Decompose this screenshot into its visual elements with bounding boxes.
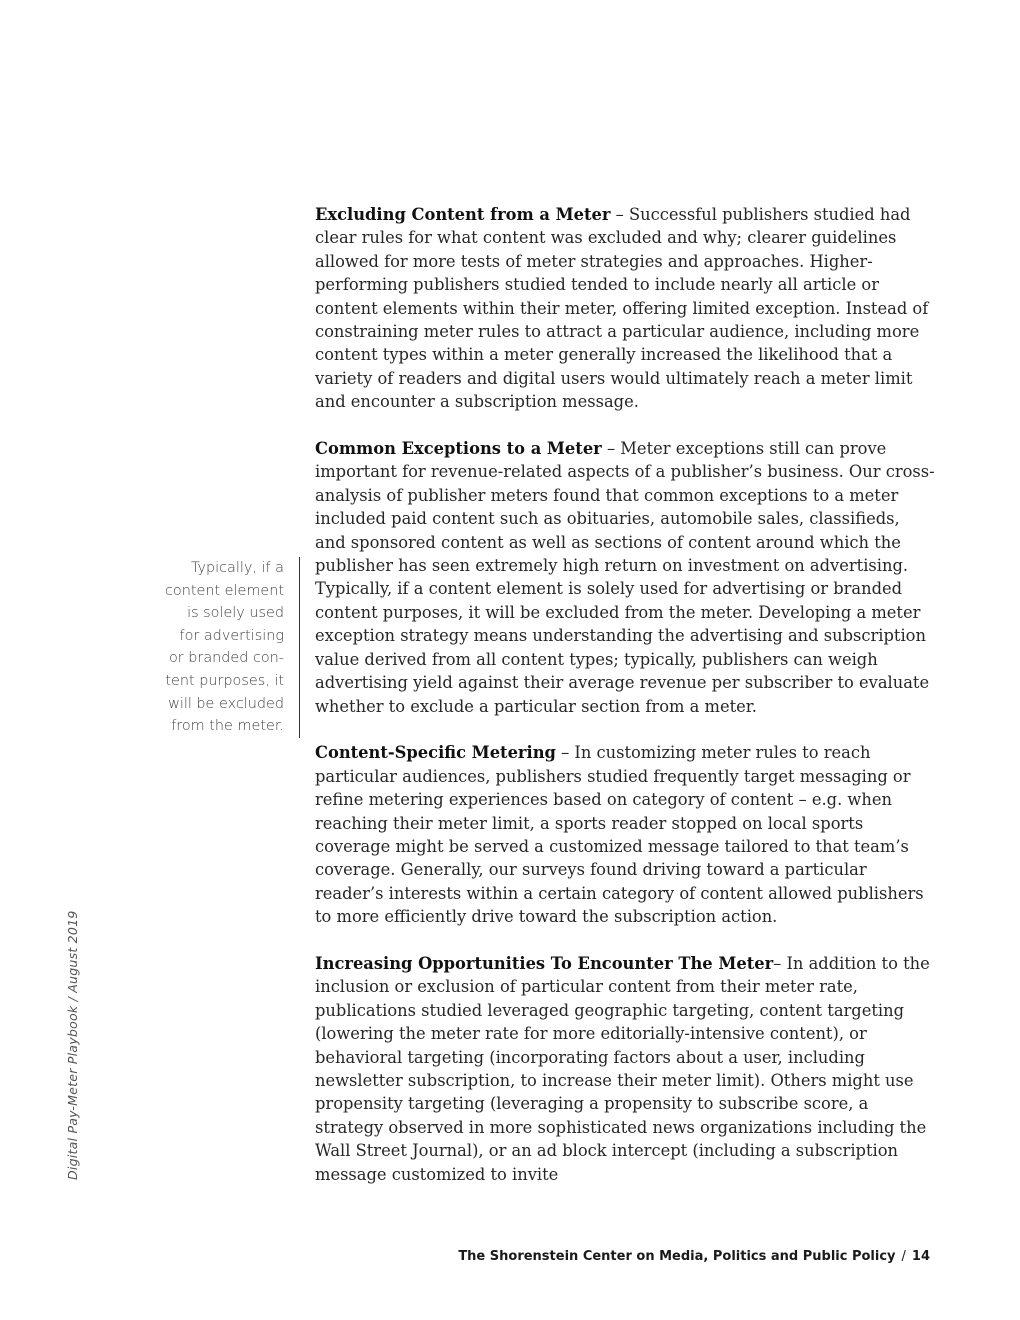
footer-separator: / — [901, 1249, 906, 1264]
section-body: – Meter exceptions still can prove important for revenue-related aspects of a publisher’s business. Our cross-analysis of publisher meters found that common exceptions to a meter included paid content such as obituaries, automobile sales, classifieds, and sponsored content as well as sections of content around which the publisher has seen extremely high return on investment on advertising. Typically, if a content element is solely used for advertising or branded content purposes, it will be excluded from the meter. Developing a meter exception strategy means understanding the advertising and subscription value derived from all content types; typically, publishers can weigh advertising yield against their average revenue per subscriber to evaluate whether to exclude a particular section from a meter. — [315, 439, 935, 716]
pull-quote-line: will be excluded — [168, 695, 284, 712]
footer-organization: The Shorenstein Center on Media, Politics and Public Policy — [458, 1249, 896, 1264]
page-footer — [458, 1249, 930, 1264]
section-heading: Common Exceptions to a Meter — [315, 439, 602, 459]
pull-quote-line: from the meter. — [171, 718, 284, 735]
paragraph — [315, 741, 935, 928]
section-heading: Increasing Opportunities To Encounter The Meter — [315, 953, 774, 973]
paragraph — [315, 437, 935, 718]
section-increasing-opportunities — [315, 952, 935, 1186]
section-body: – In addition to the inclusion or exclusion of particular content from their meter rate, publications studied leveraged geographic targeting, content targeting (lowering the meter rate for more editorially-intensive content), or behavioral targeting (incorporating factors about a user, including newsletter subscription, to increase their meter limit). Others might use propensity targeting (leveraging a propensity to subscribe score, a strategy observed in more sophisticated news organizations including the Wall Street Journal), or an ad block intercept (including a subscription message customized to invite — [315, 953, 930, 1184]
section-common-exceptions — [315, 437, 935, 718]
section-heading: Excluding Content from a Meter — [315, 205, 611, 224]
pull-quote-line: or branded con- — [168, 650, 284, 667]
page-number: 14 — [911, 1249, 930, 1264]
pull-quote — [140, 557, 300, 738]
pull-quote-line: content element — [164, 582, 284, 599]
main-text-column — [315, 203, 935, 1209]
section-excluding-content — [315, 203, 935, 414]
paragraph — [315, 203, 935, 414]
pull-quote-line: Typically, if a — [190, 560, 284, 576]
section-content-specific-metering — [315, 741, 935, 928]
pull-quote-line: is solely used — [187, 605, 284, 622]
pull-quote-line: for advertising — [179, 627, 284, 644]
section-body: – Successful publishers studied had clear rules for what content was excluded and why; clearer guidelines allowed for more tests of meter strategies and approaches. Higher-performing publishers studied tended to include nearly all article or content elements within their meter, offering limited exception. Instead of constraining meter rules to attract a particular audience, including more content types within a meter generally increased the likelihood that a variety of readers and digital users would ultimately reach a meter limit and encounter a subscription message. — [315, 205, 929, 412]
running-side-label: Digital Pay-Meter Playbook / August 2019 — [65, 910, 80, 1180]
pull-quote-line: tent purposes, it — [165, 672, 284, 689]
section-body: – In customizing meter rules to reach particular audiences, publishers studied frequently target messaging or refine metering experiences based on category of content – e.g. when reaching their meter limit, a sports reader stopped on local sports coverage might be served a customized message tailored to that team’s coverage. Generally, our surveys found driving toward a particular reader’s interests within a certain category of content allowed publishers to more efficiently drive toward the subscription action. — [315, 743, 924, 927]
paragraph — [315, 952, 935, 1186]
section-heading: Content-Specific Metering — [315, 743, 556, 763]
